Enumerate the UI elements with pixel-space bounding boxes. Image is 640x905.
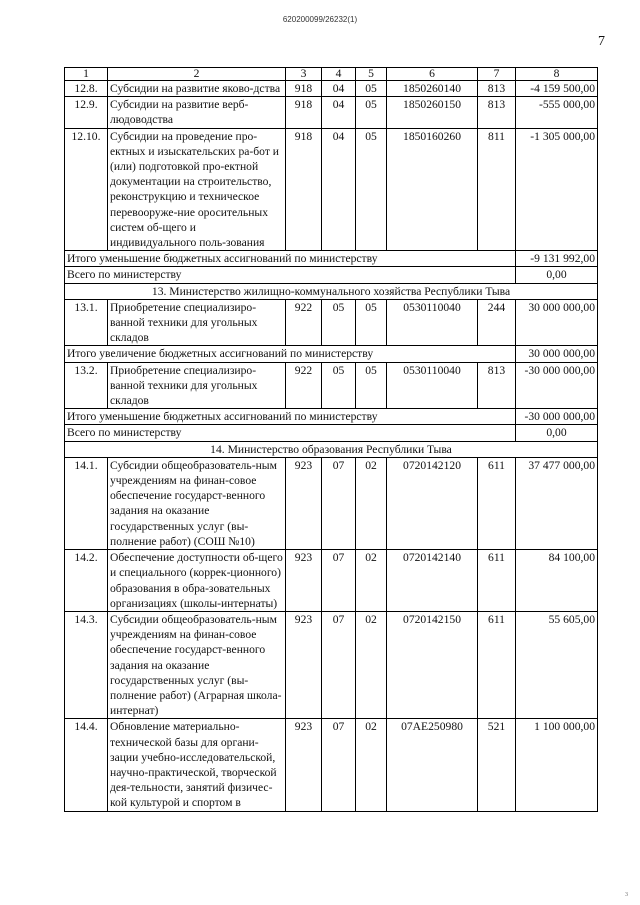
section-code: 05 (322, 362, 356, 409)
subsection-code: 05 (356, 299, 387, 346)
target-article-code: 07AE250980 (387, 719, 478, 811)
amount: -1 305 000,00 (516, 128, 598, 251)
target-article-code: 0720142120 (387, 457, 478, 549)
ministry-code: 918 (286, 128, 322, 251)
item-name: Приобретение специализиро-ванной техники для угольных складов (108, 362, 286, 409)
table-row (65, 457, 598, 549)
row-number: 14.3. (65, 611, 108, 718)
section-code: 07 (322, 719, 356, 811)
column-header: 8 (516, 68, 598, 81)
row-number: 13.1. (65, 299, 108, 346)
summary-row (65, 409, 598, 425)
summary-value: -30 000 000,00 (516, 409, 598, 425)
column-header: 4 (322, 68, 356, 81)
summary-value: -9 131 992,00 (516, 251, 598, 267)
subsection-code: 02 (356, 719, 387, 811)
section-code: 07 (322, 611, 356, 718)
table-row (65, 362, 598, 409)
section-header-row (65, 283, 598, 299)
expense-type-code: 813 (478, 81, 516, 97)
item-name: Субсидии общеобразователь-ным учреждениям на финан-совое обеспечение государст-венного задания на оказание государственных услуг (вы-полнение работ) (СОШ №10) (108, 457, 286, 549)
summary-value: 0,00 (516, 267, 598, 283)
table-header-row (65, 68, 598, 81)
ministry-code: 922 (286, 299, 322, 346)
row-number: 13.2. (65, 362, 108, 409)
subsection-code: 02 (356, 611, 387, 718)
table-row (65, 550, 598, 612)
target-article-code: 0720142140 (387, 550, 478, 612)
table-row (65, 97, 598, 128)
section-code: 04 (322, 128, 356, 251)
amount: 84 100,00 (516, 550, 598, 612)
amount: 55 605,00 (516, 611, 598, 718)
row-number: 12.10. (65, 128, 108, 251)
ministry-code: 923 (286, 611, 322, 718)
corner-mark: 3 (625, 892, 628, 898)
section-code: 05 (322, 299, 356, 346)
item-name: Обеспечение доступности об-щего и специального (коррек-ционного) образования в обра-зовательных организациях (школы-интернаты) (108, 550, 286, 612)
section-code: 07 (322, 550, 356, 612)
row-number: 14.1. (65, 457, 108, 549)
row-number: 12.9. (65, 97, 108, 128)
expense-type-code: 611 (478, 457, 516, 549)
ministry-code: 923 (286, 550, 322, 612)
subsection-code: 02 (356, 457, 387, 549)
row-number: 14.2. (65, 550, 108, 612)
subsection-code: 05 (356, 128, 387, 251)
page-number: 7 (598, 34, 605, 49)
table-row (65, 81, 598, 97)
row-number: 12.8. (65, 81, 108, 97)
amount: -4 159 500,00 (516, 81, 598, 97)
section-code: 04 (322, 97, 356, 128)
expense-type-code: 811 (478, 128, 516, 251)
item-name: Субсидии на развитие яково-дства (108, 81, 286, 97)
column-header: 1 (65, 68, 108, 81)
ministry-code: 918 (286, 81, 322, 97)
target-article-code: 0530110040 (387, 362, 478, 409)
document-id: 620200099/26232(1) (282, 15, 358, 24)
expense-type-code: 521 (478, 719, 516, 811)
column-header: 2 (108, 68, 286, 81)
amount: 1 100 000,00 (516, 719, 598, 811)
column-header: 6 (387, 68, 478, 81)
summary-value: 0,00 (516, 425, 598, 441)
section-title: 14. Министерство образования Республики Тыва (65, 441, 598, 457)
subsection-code: 05 (356, 81, 387, 97)
target-article-code: 1850260140 (387, 81, 478, 97)
subsection-code: 05 (356, 97, 387, 128)
item-name: Субсидии на развитие верб-людоводства (108, 97, 286, 128)
subsection-code: 05 (356, 362, 387, 409)
item-name: Субсидии на проведение про-ектных и изыскательских ра-бот и (или) подготовкой про-ектной документации на строительство, реконструкцию и техническое перевооруже-ние оросительных систем об-щего и индивидуального поль-зования (108, 128, 286, 251)
item-name: Субсидии общеобразователь-ным учреждениям на финан-совое обеспечение государст-венного задания на оказание государственных услуг (вы-полнение работ) (Аграрная школа-интернат) (108, 611, 286, 718)
table-row (65, 611, 598, 718)
summary-label: Всего по министерству (65, 425, 516, 441)
amount: -555 000,00 (516, 97, 598, 128)
expense-type-code: 813 (478, 97, 516, 128)
item-name: Обновление материально-технической базы для органи-зации учебно-исследовательской, научно-практической, творческой дея-тельности, занятий физичес-кой культурой и спортом в (108, 719, 286, 811)
summary-value: 30 000 000,00 (516, 346, 598, 362)
section-code: 04 (322, 81, 356, 97)
table-row (65, 299, 598, 346)
section-header-row (65, 441, 598, 457)
expense-type-code: 611 (478, 611, 516, 718)
target-article-code: 0530110040 (387, 299, 478, 346)
summary-row (65, 267, 598, 283)
target-article-code: 0720142150 (387, 611, 478, 718)
summary-label: Всего по министерству (65, 267, 516, 283)
summary-row (65, 251, 598, 267)
summary-row (65, 346, 598, 362)
budget-table (64, 67, 598, 812)
ministry-code: 922 (286, 362, 322, 409)
expense-type-code: 611 (478, 550, 516, 612)
summary-row (65, 425, 598, 441)
expense-type-code: 813 (478, 362, 516, 409)
subsection-code: 02 (356, 550, 387, 612)
summary-label: Итого увеличение бюджетных ассигнований по министерству (65, 346, 516, 362)
ministry-code: 923 (286, 457, 322, 549)
item-name: Приобретение специализиро-ванной техники для угольных складов (108, 299, 286, 346)
section-title: 13. Министерство жилищно-коммунального хозяйства Республики Тыва (65, 283, 598, 299)
target-article-code: 1850160260 (387, 128, 478, 251)
summary-label: Итого уменьшение бюджетных ассигнований по министерству (65, 409, 516, 425)
table-row (65, 719, 598, 811)
target-article-code: 1850260150 (387, 97, 478, 128)
amount: 37 477 000,00 (516, 457, 598, 549)
column-header: 7 (478, 68, 516, 81)
table-row (65, 128, 598, 251)
expense-type-code: 244 (478, 299, 516, 346)
section-code: 07 (322, 457, 356, 549)
amount: -30 000 000,00 (516, 362, 598, 409)
row-number: 14.4. (65, 719, 108, 811)
ministry-code: 918 (286, 97, 322, 128)
ministry-code: 923 (286, 719, 322, 811)
summary-label: Итого уменьшение бюджетных ассигнований по министерству (65, 251, 516, 267)
amount: 30 000 000,00 (516, 299, 598, 346)
column-header: 5 (356, 68, 387, 81)
column-header: 3 (286, 68, 322, 81)
